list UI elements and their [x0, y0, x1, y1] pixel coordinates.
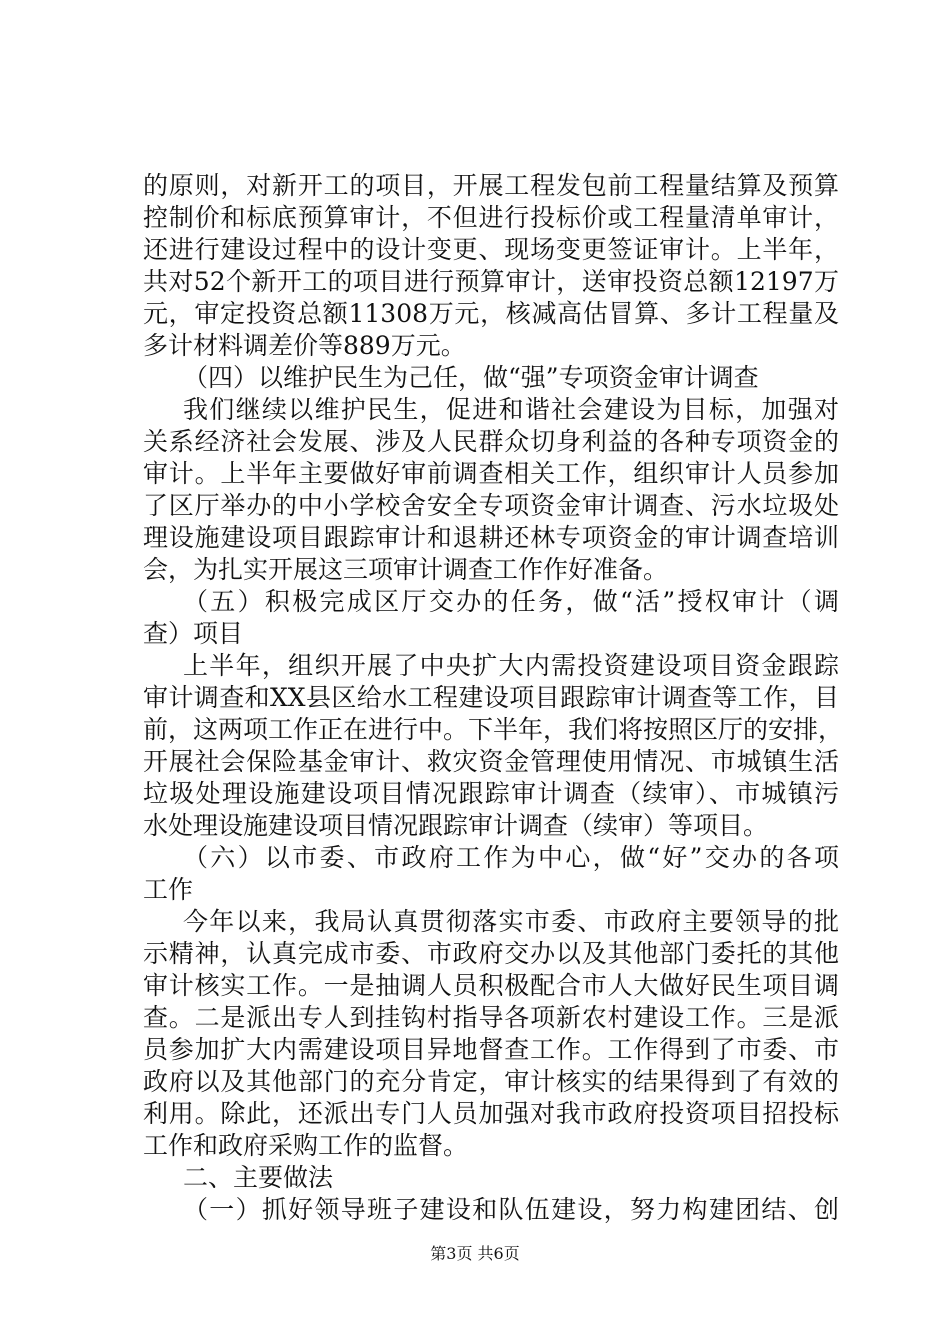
text-line: （四）以维护民生为己任，做“强”专项资金审计调查 [183, 363, 759, 392]
text-line: 二、主要做法 [183, 1163, 334, 1192]
text-line: 审计核实工作。一是抽调人员积极配合市人大做好民生项目调 [143, 971, 839, 1000]
text-line: 水处理设施建设项目情况跟踪审计调查（续审）等项目。 [143, 811, 769, 840]
text-line: 工作和政府采购工作的监督。 [143, 1131, 469, 1160]
text-line: 会，为扎实开展这三项审计调查工作作好准备。 [143, 555, 669, 584]
text-line: （一）抓好领导班子建设和队伍建设，努力构建团结、创 [183, 1195, 839, 1224]
text-line: 控制价和标底预算审计，不但进行投标价或工程量清单审计， [143, 203, 839, 232]
text-line: 查。二是派出专人到挂钩村指导各项新农村建设工作。三是派 [143, 1003, 839, 1032]
text-line: （六）以市委、市政府工作为中心，做“好”交办的各项 [183, 843, 839, 872]
text-line: 查）项目 [143, 619, 244, 648]
text-line: 开展社会保险基金审计、救灾资金管理使用情况、市城镇生活 [143, 747, 839, 776]
page-footer: 第3页 共6页 [430, 1244, 520, 1263]
text-line: 元，审定投资总额11308万元，核减高估冒算、多计工程量及 [143, 299, 839, 328]
text-line: 垃圾处理设施建设项目情况跟踪审计调查（续审）、市城镇污 [143, 779, 839, 808]
text-line: 员参加扩大内需建设项目异地督查工作。工作得到了市委、市 [143, 1035, 839, 1064]
text-line: 审计调查和XX县区给水工程建设项目跟踪审计调查等工作，目 [143, 683, 839, 712]
text-line: 今年以来，我局认真贯彻落实市委、市政府主要领导的批 [183, 907, 839, 936]
text-line: 审计。上半年主要做好审前调查相关工作，组织审计人员参加 [143, 459, 839, 488]
text-line: 共对52个新开工的项目进行预算审计，送审投资总额12197万 [143, 267, 839, 296]
text-line: 我们继续以维护民生，促进和谐社会建设为目标，加强对 [183, 395, 839, 424]
text-line: 前，这两项工作正在进行中。下半年，我们将按照区厅的安排， [143, 715, 844, 744]
text-line: 的原则，对新开工的项目，开展工程发包前工程量结算及预算 [143, 171, 839, 200]
text-line: 示精神，认真完成市委、市政府交办以及其他部门委托的其他 [143, 939, 839, 968]
document-body [143, 170, 844, 1226]
text-line: 上半年，组织开展了中央扩大内需投资建设项目资金跟踪 [183, 651, 839, 680]
text-line: 利用。除此，还派出专门人员加强对我市政府投资项目招投标 [143, 1099, 839, 1128]
text-line: 还进行建设过程中的设计变更、现场变更签证审计。上半年， [143, 235, 839, 264]
text-line: 政府以及其他部门的充分肯定，审计核实的结果得到了有效的 [143, 1067, 839, 1096]
text-line: 多计材料调差价等889万元。 [143, 331, 466, 360]
text-line: 工作 [143, 875, 194, 904]
text-line: （五）积极完成区厅交办的任务，做“活”授权审计（调 [183, 587, 839, 616]
text-line: 理设施建设项目跟踪审计和退耕还林专项资金的审计调查培训 [143, 523, 839, 552]
text-line: 关系经济社会发展、涉及人民群众切身利益的各种专项资金的 [143, 427, 839, 456]
text-line: 了区厅举办的中小学校舍安全专项资金审计调查、污水垃圾处 [143, 491, 839, 520]
